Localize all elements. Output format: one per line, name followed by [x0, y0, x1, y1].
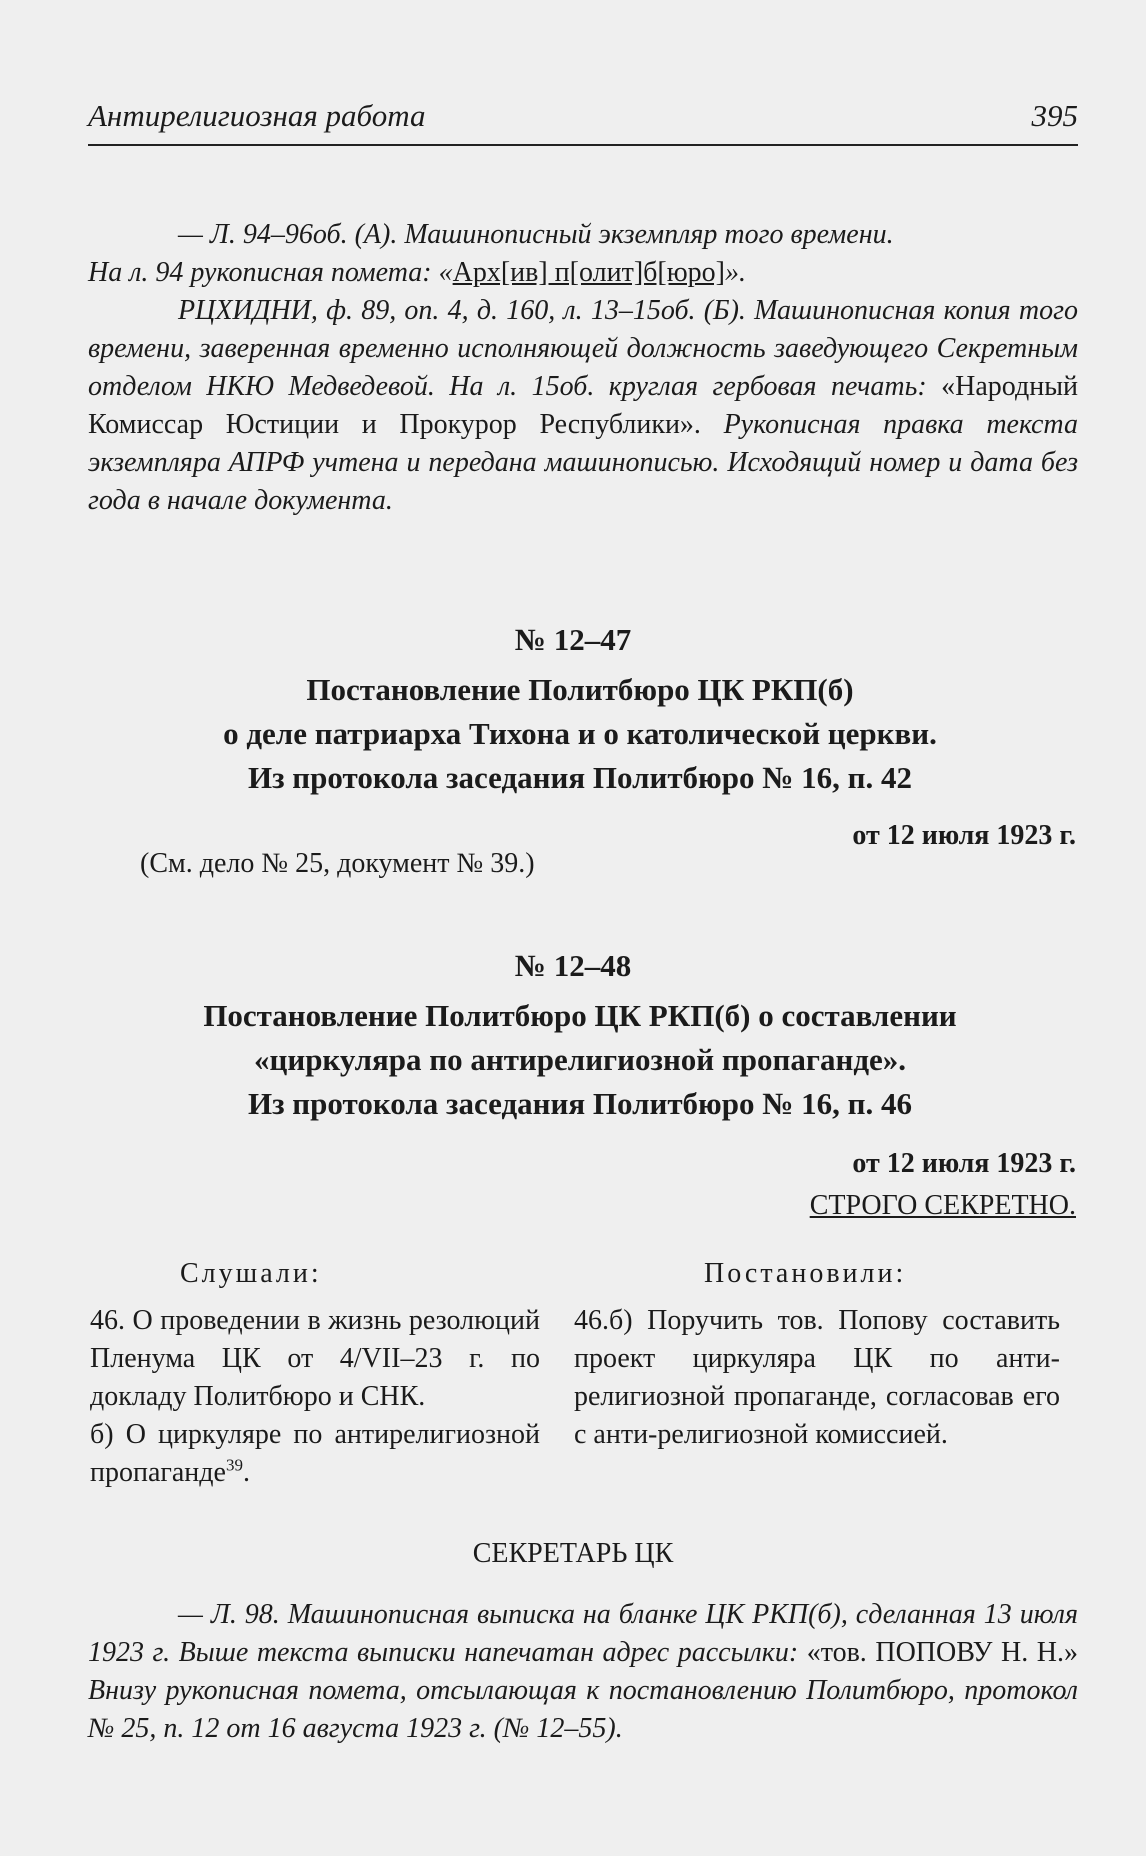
archival-note-bottom — [88, 1596, 1078, 1748]
footnote-ref: 39 — [225, 1455, 243, 1475]
document-number: № 12–48 — [514, 948, 632, 983]
heard-item: б) О циркуляре по антирелигиозной пропаганде$^{39}$. — [90, 1419, 540, 1488]
document-date: от 12 июля 1923 г. — [852, 1148, 1076, 1179]
decided-item: 46.б) Поручить тов. Попову составить проект циркуляра ЦК по анти-религиозной пропаганде, согласовав его с анти-религиозной комиссией. — [574, 1305, 1060, 1450]
decided-column — [574, 1302, 1060, 1454]
document-title: Постановление Политбюро ЦК РКП(б) о деле патриарха Тихона и о католической церкви. Из протокола заседания Политбюро № 16, п. 42 — [223, 672, 937, 795]
section-title: Антирелигиозная работа — [88, 98, 426, 133]
archival-note-top — [88, 216, 1078, 520]
heard-column — [90, 1302, 540, 1492]
stamp-text: «Народный Комиссар Юстиции и Прокурор Республики». — [88, 371, 1079, 440]
document-title: Постановление Политбюро ЦК РКП(б) о составлении «циркуляра по антирелигиозной пропаганде». Из протокола заседания Политбюро № 16, п. 46 — [203, 998, 957, 1121]
document-reference: (См. дело № 25, документ № 39.) — [140, 848, 535, 879]
archival-reference: — Л. 98. Машинописная выписка на бланке ЦК РКП(б), сделанная 13 июля 1923 г. Выше текста выписки напечатан адрес рассылки: «тов. ПОПОВУ Н. Н.» Внизу рукописная помета, отсылающая к постановлению Политбюро, протокол № 25, п. 12 от 16 августа 1923 г. (№ 12–55). — [88, 1599, 1078, 1744]
address-text: «тов. ПОПОВУ Н. Н.» — [798, 1637, 1078, 1668]
signature: СЕКРЕТАРЬ ЦК — [472, 1538, 674, 1569]
handwritten-mark: Арх[ив] п[олит]б[юро] — [452, 257, 725, 288]
archival-reference: РЦХИДНИ, ф. 89, оп. 4, д. 160, л. 13–15об. (Б). Машинописная копия того времени, заверенная временно исполняющей должность заведующего Секретным отделом НКЮ Медведевой. На л. 15об. круглая гербовая печать: «Народный Комиссар Юстиции и Прокурор Республики». Рукописная правка текста экземпляра АПРФ учтена и передана машинописью. Исходящий номер и дата без года в начале документа. — [88, 295, 1079, 516]
document-date: от 12 июля 1923 г. — [852, 820, 1076, 851]
decided-heading: Постановили: — [704, 1258, 907, 1289]
heard-item: 46. О проведении в жизнь резолюций Пленума ЦК от 4/VII–23 г. по докладу Политбюро и СНК. — [90, 1305, 540, 1412]
heard-heading: Слушали: — [180, 1258, 322, 1289]
page-number: 395 — [1031, 98, 1078, 133]
document-number: № 12–47 — [514, 622, 632, 657]
note-line: — Л. 94–96об. (А). Машинописный экземпляр того времени. — [178, 219, 894, 250]
note-line: На л. 94 рукописная помета: «Арх[ив] п[олит]б[юро]». — [88, 257, 746, 288]
classification-mark: СТРОГО СЕКРЕТНО. — [809, 1190, 1076, 1221]
running-header — [88, 88, 1078, 146]
